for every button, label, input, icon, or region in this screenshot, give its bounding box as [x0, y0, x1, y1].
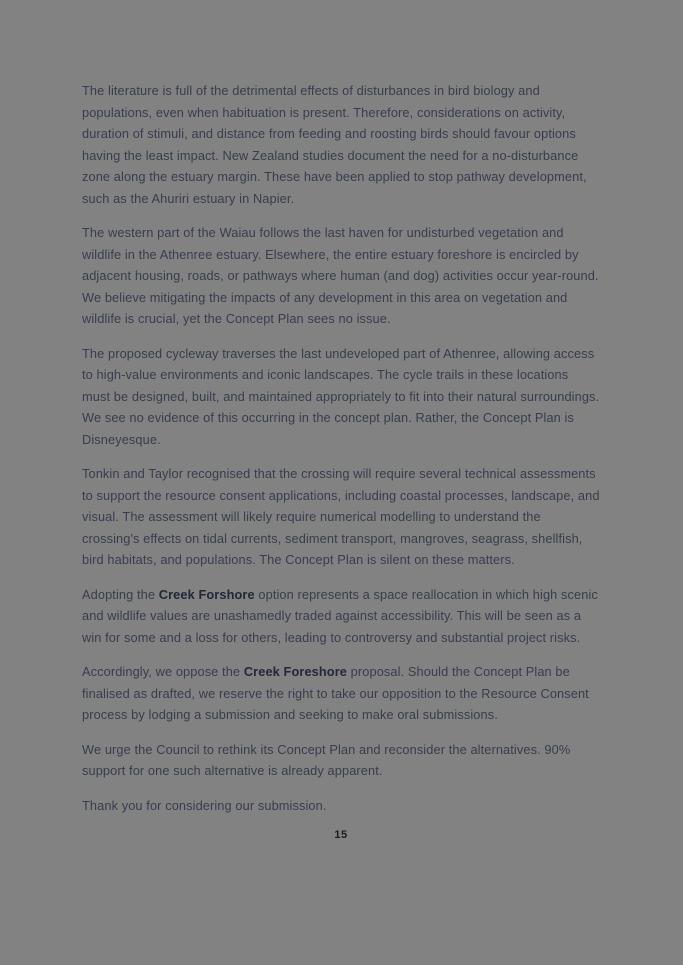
- paragraph-text: Tonkin and Taylor recognised that the crossing will require several technical assessments to support the resource consent applications, including coastal processes, landscape, and visual. The assessment will likely require numerical modelling to understand the crossing's effects on tidal currents, sediment transport, mangroves, seagrass, shellfish, bird habitats, and populations. The Concept Plan is silent on these matters.: [82, 466, 600, 567]
- paragraph-text: The literature is full of the detrimental effects of disturbances in bird biology and populations, even when habituation is present. Therefore, considerations on activity, duration of stimuli, and distance from feeding and roosting birds should favour options having the least impact. New Zealand studies document the need for a no-disturbance zone along the estuary margin. These have been applied to stop pathway development, such as the Ahuriri estuary in Napier.: [82, 83, 587, 206]
- paragraph-text: The western part of the Waiau follows the last haven for undisturbed vegetation and wildlife in the Athenree estuary. Elsewhere, the entire estuary foreshore is encircled by adjacent housing, roads, or pathways where human (and dog) activities occur year-round. We believe mitigating the impacts of any development in this area on vegetation and wildlife is crucial, yet the Concept Plan sees no issue.: [82, 225, 599, 326]
- paragraph-text: Thank you for considering our submission.: [82, 797, 327, 813]
- paragraph-western-waiau: [82, 222, 600, 330]
- page-number: 15: [334, 829, 348, 841]
- paragraph-proposed-cycleway: [82, 343, 600, 451]
- paragraph-tonkin-taylor: [82, 463, 600, 571]
- bold-creek-forshore: Creek Forshore: [158, 586, 255, 602]
- paragraph-text: We urge the Council to rethink its Concept Plan and reconsider the alternatives. 90% support for one such alternative is already apparent.: [82, 741, 571, 778]
- paragraph-adopting-creek-forshore: [82, 584, 600, 649]
- page-text-block: [82, 80, 600, 841]
- paragraph-text: Adopting the: [82, 586, 159, 602]
- paragraph-oppose-creek-foreshore: [82, 661, 600, 726]
- paragraph-disturbance-literature: [82, 80, 600, 209]
- paragraph-thank-you: [82, 795, 600, 817]
- bold-creek-foreshore: Creek Foreshore: [243, 664, 348, 679]
- paragraph-text: proposal. Should the Concept Plan be finalised as drafted, we reserve the right to take our opposition to the Resource Consent process by lodging a submission and seeking to make oral submissions.: [82, 664, 589, 722]
- paragraph-text: The proposed cycleway traverses the last undeveloped part of Athenree, allowing access to high-value environments and iconic landscapes. The cycle trails in these locations must be designed, built, and maintained appropriately to fit into their natural surroundings. We see no evidence of this occurring in the concept plan. Rather, the Concept Plan is Disneyesque.: [82, 345, 600, 447]
- paragraph-text: option represents a space reallocation in which high scenic and wildlife values are unashamedly traded against accessibility. This will be seen as a win for some and a loss for others, leading to controversy and substantial project risks.: [82, 586, 598, 645]
- paragraph-text: Accordingly, we oppose the: [82, 664, 244, 679]
- paragraph-urge-council: [82, 739, 600, 782]
